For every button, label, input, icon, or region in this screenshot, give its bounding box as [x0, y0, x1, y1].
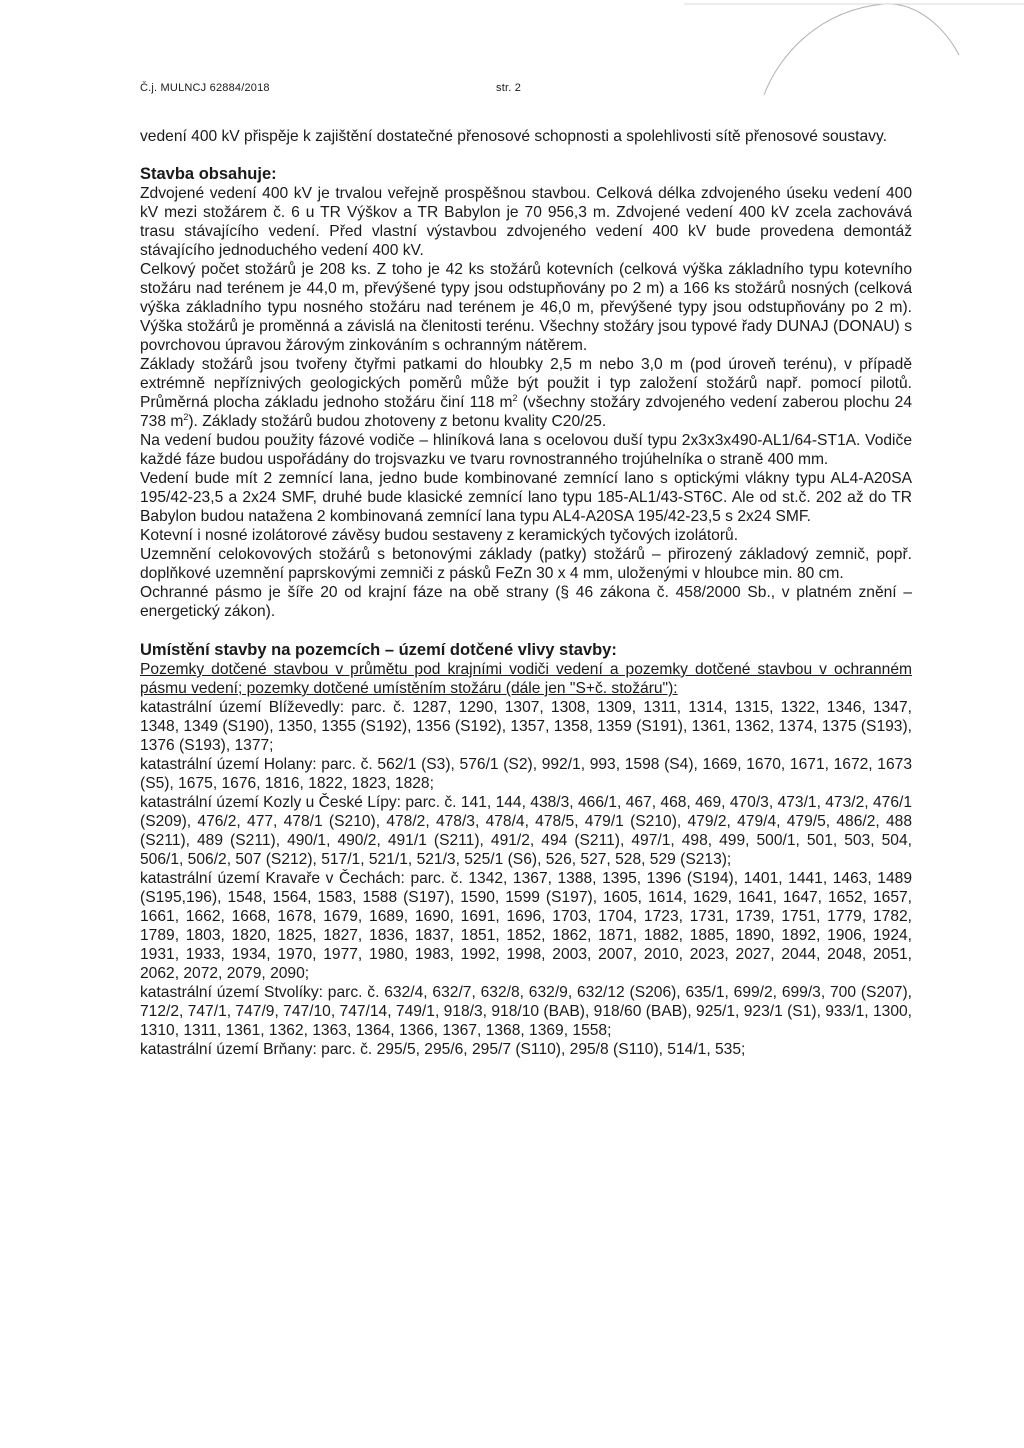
- list-item-holany: katastrální území Holany: parc. č. 562/1 (S3), 576/1 (S2), 992/1, 993, 1598 (S4), 1669, 1670, 1671, 1672, 1673 (S5), 1675, 1676, 1816, 1822, 1823, 1828;: [140, 756, 912, 792]
- paragraph-dotcene-pozemky: Pozemky dotčené stavbou v průmětu pod krajními vodiči vedení a pozemky dotčené stavbou v ochranném pásmu vedení; pozemky dotčené umístěním stožáru (dále jen "S+č. stožáru"):: [140, 661, 912, 697]
- paragraph-ochranne-pasmo: Ochranné pásmo je šíře 20 od krajní fáze na obě strany (§ 46 zákona č. 458/2000 Sb., v platném znění – energetický zákon).: [140, 584, 912, 620]
- list-item-stvoliky: katastrální území Stvolíky: parc. č. 632/4, 632/7, 632/8, 632/9, 632/12 (S206), 635/1, 699/2, 699/3, 700 (S207), 712/2, 747/1, 747/9, 747/10, 747/14, 749/1, 918/3, 918/10 (BAB), 918/60 (BAB), 925/1, 923/1 (S1), 933/1, 1300, 1310, 1311, 1361, 1362, 1363, 1364, 1366, 1367, 1368, 1369, 1558;: [140, 984, 912, 1039]
- document-header: [140, 82, 521, 94]
- list-item-brnany: katastrální území Brňany: parc. č. 295/5, 295/6, 295/7 (S110), 295/8 (S110), 514/1, 535;: [140, 1041, 746, 1058]
- scan-pen-mark: [684, 0, 1024, 130]
- paragraph-zemnici-lana: Vedení bude mít 2 zemnící lana, jedno bude kombinované zemnící lano s optickými vlákny typu AL4-A20SA 195/42-23,5 a 2x24 SMF, druhé bude klasické zemnící lano typu 185-AL1/43-ST6C. Ale od st.č. 202 až do TR Babylon budou natažena 2 kombinovaná zemnící lana typu AL4-A20SA 195/42-23,5 s 2x24 SMF.: [140, 470, 912, 525]
- list-item-kravare: katastrální území Kravaře v Čechách: parc. č. 1342, 1367, 1388, 1395, 1396 (S194), 1401, 1441, 1463, 1489 (S195,196), 1548, 1564, 1583, 1588 (S197), 1590, 1599 (S197), 1605, 1614, 1629, 1641, 1647, 1652, 1657, 1661, 1662, 1668, 1678, 1679, 1689, 1690, 1691, 1696, 1703, 1704, 1723, 1731, 1739, 1751, 1779, 1782, 1789, 1803, 1820, 1825, 1827, 1836, 1837, 1851, 1852, 1862, 1871, 1882, 1885, 1890, 1892, 1906, 1924, 1931, 1933, 1934, 1970, 1977, 1980, 1983, 1992, 1998, 2003, 2007, 2010, 2023, 2027, 2044, 2048, 2051, 2062, 2072, 2079, 2090;: [140, 870, 912, 982]
- paragraph-izolatory: Kotevní i nosné izolátorové závěsy budou sestaveny z keramických tyčových izolátorů.: [140, 527, 739, 544]
- intro-paragraph: vedení 400 kV přispěje k zajištění dostatečné přenosové schopnosti a spolehlivosti sítě přenosové soustavy.: [140, 128, 887, 145]
- list-item-blizevedly: katastrální území Blíževedly: parc. č. 1287, 1290, 1307, 1308, 1309, 1311, 1314, 1315, 1322, 1346, 1347, 1348, 1349 (S190), 1350, 1355 (S192), 1356 (S192), 1357, 1358, 1359 (S191), 1361, 1362, 1374, 1375 (S193), 1376 (S193), 1377;: [140, 699, 912, 754]
- paragraph-zdvojene-vedeni: Zdvojené vedení 400 kV je trvalou veřejně prospěšnou stavbou. Celková délka zdvojeného úseku vedení 400 kV mezi stožárem č. 6 u TR Výškov a TR Babylon je 70 956,3 m. Zdvojené vedení 400 kV zcela zachovává trasu stávajícího vedení. Před vlastní výstavbou zdvojeného vedení 400 kV bude provedena demontáž stávajícího jednoduchého vedení 400 kV.: [140, 185, 912, 259]
- paragraph-vodice: Na vedení budou použity fázové vodiče – hliníková lana s ocelovou duší typu 2x3x3x490-AL1/64-ST1A. Vodiče každé fáze budou uspořádány do trojsvazku ve tvaru rovnostranného trojúhelníka o straně 400 mm.: [140, 432, 912, 468]
- paragraph-zaklady: Základy stožárů jsou tvořeny čtyřmi patkami do hloubky 2,5 m nebo 3,0 m (pod úroveň terénu), v případě extrémně nepříznivých geologických poměrů může být použit i typ založení stožárů např. pomocí pilotů. Průměrná plocha základu jednoho stožáru činí 118 $m^2$ (všechny stožáry zdvojeného vedení zaberou plochu 24 738 $m^2$). Základy stožárů budou zhotoveny z betonu kvality C20/25.: [140, 356, 912, 430]
- section-heading-stavba: Stavba obsahuje:: [140, 165, 277, 183]
- paragraph-pocet-stozaru: Celkový počet stožárů je 208 ks. Z toho je 42 ks stožárů kotevních (celková výška základního typu kotevního stožáru nad terénem je 44,0 m, převýšené typy jsou odstupňovány po 2 m) a 166 ks stožárů nosných (celková výška základního typu nosného stožáru nad terénem je 46,0 m, převýšené typy jsou odstupňovány po 2 m). Výška stožárů je proměnná a závislá na členitosti terénu. Všechny stožáry jsou typové řady DUNAJ (DONAU) s povrchovou úpravou žárovým zinkováním s ochranným nátěrem.: [140, 261, 912, 354]
- reference-number: Č.j. MULNCJ 62884/2018: [140, 82, 270, 94]
- section-heading-umisteni: Umístění stavby na pozemcích – území dotčené vlivy stavby:: [140, 641, 617, 659]
- page-number: str. 2: [496, 82, 522, 94]
- paragraph-uzemneni: Uzemnění celokovových stožárů s betonovými základy (patky) stožárů – přirozený základový zemnič, popř. doplňkové uzemnění paprskovými zemniči z pásků FeZn 30 x 4 mm, uloženými v hloubce min. 80 cm.: [140, 546, 912, 582]
- list-item-kozly: katastrální území Kozly u České Lípy: parc. č. 141, 144, 438/3, 466/1, 467, 468, 469, 470/3, 473/1, 473/2, 476/1 (S209), 476/2, 477, 478/1 (S210), 478/2, 478/3, 478/4, 478/5, 479/1 (S210), 479/2, 479/4, 479/5, 486/2, 488 (S211), 489 (S211), 490/1, 490/2, 491/1 (S211), 491/2, 494 (S211), 497/1, 498, 499, 500/1, 501, 503, 504, 506/1, 506/2, 507 (S212), 517/1, 521/1, 521/3, 525/1 (S6), 526, 527, 528, 529 (S213);: [140, 794, 912, 868]
- document-body: [140, 127, 912, 1059]
